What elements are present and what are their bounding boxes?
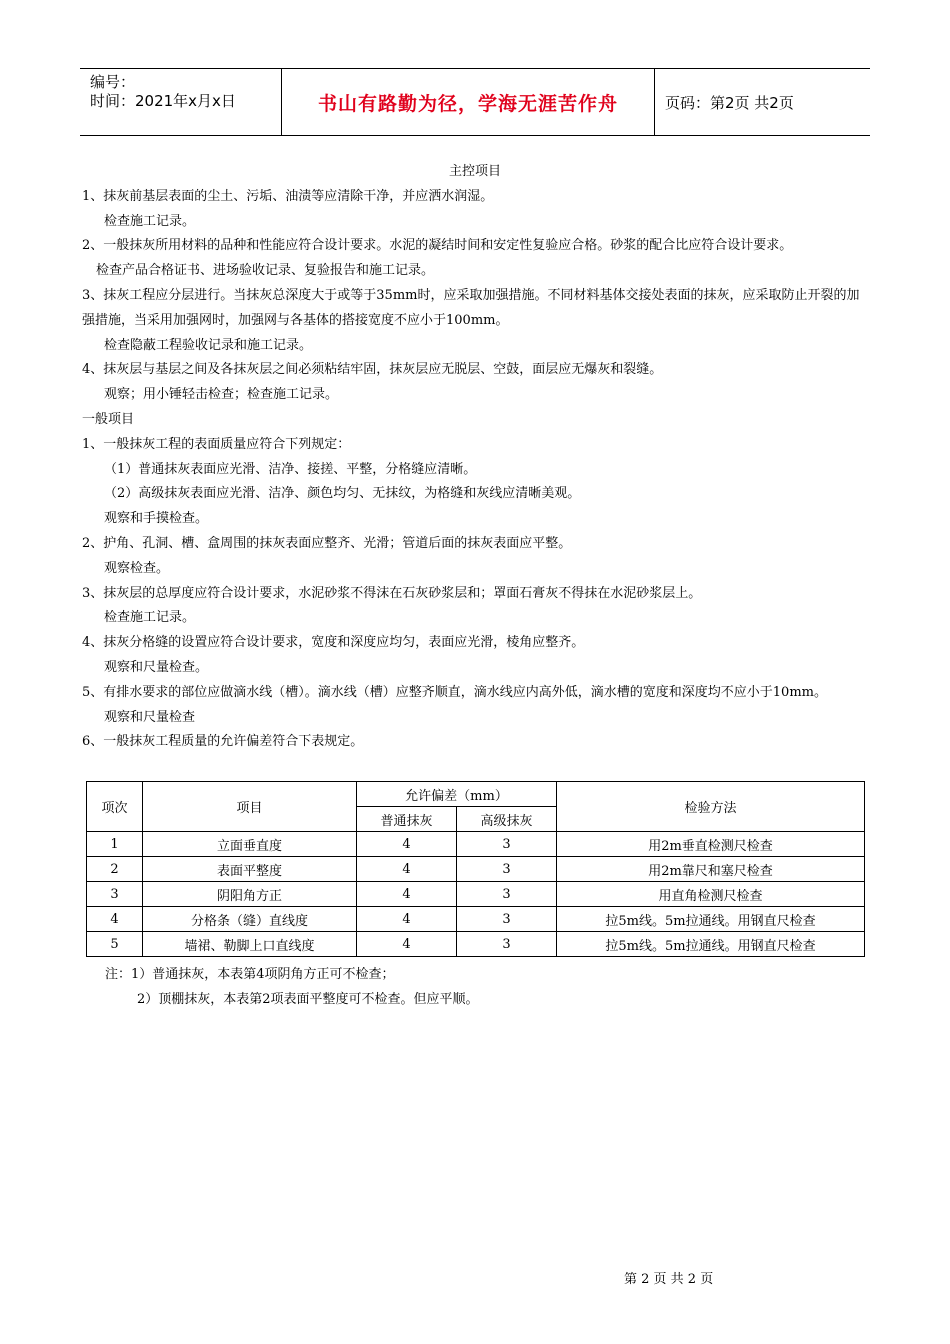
- main-item: 1、抹灰前基层表面的尘土、污垢、油渍等应清除干净，并应洒水润湿。: [82, 188, 494, 204]
- cell-no: 1: [87, 832, 143, 857]
- header-cell-tolerance: 允许偏差（mm）: [357, 782, 557, 807]
- general-item: 5、有排水要求的部位应做滴水线（槽）。滴水线（槽）应整齐顺直，滴水线应内高外低，滴水槽的宽度和深度均不应小于10mm。: [82, 684, 827, 700]
- motto-text: 书山有路勤为径，学海无涯苦作舟: [317, 92, 618, 115]
- general-item-check: 检查施工记录。: [104, 610, 196, 626]
- cell-normal: 4: [357, 832, 457, 857]
- page-label: 页码：第2页 共2页: [665, 93, 794, 112]
- header-cell-item: 项目: [143, 782, 357, 832]
- cell-method: 拉5m线。5m拉通线。用钢直尺检查: [557, 907, 865, 932]
- general-item-check: 观察和尺量检查。: [104, 659, 209, 675]
- cell-high: 3: [457, 832, 557, 857]
- header-cell-high: 高级抹灰: [457, 807, 557, 832]
- time-label: 时间：2021年x月x日: [90, 92, 236, 110]
- cell-high: 3: [457, 932, 557, 957]
- motto-banner: [281, 69, 655, 135]
- table-row: [87, 857, 865, 882]
- cell-no: 4: [87, 907, 143, 932]
- cell-item: 阴阳角方正: [143, 882, 357, 907]
- cell-no: 5: [87, 932, 143, 957]
- cell-method: 拉5m线。5m拉通线。用钢直尺检查: [557, 932, 865, 957]
- cell-item: 墙裙、勒脚上口直线度: [143, 932, 357, 957]
- cell-high: 3: [457, 882, 557, 907]
- table-row: [87, 907, 865, 932]
- cell-method: 用2m靠尺和塞尺检查: [557, 857, 865, 882]
- section-title-main: 主控项目: [448, 164, 501, 179]
- cell-method: 用2m垂直检测尺检查: [557, 832, 865, 857]
- general-subitem: （2）高级抹灰表面应光滑、洁净、颜色均匀、无抹纹，为格缝和灰线应清晰美观。: [104, 486, 581, 502]
- cell-normal: 4: [357, 882, 457, 907]
- table-row: [87, 882, 865, 907]
- cell-no: 2: [87, 857, 143, 882]
- cell-normal: 4: [357, 932, 457, 957]
- cell-high: 3: [457, 907, 557, 932]
- section-title-general: 一般项目: [82, 411, 135, 427]
- general-subitem: （1）普通抹灰表面应光滑、洁净、接搓、平整，分格缝应清晰。: [104, 461, 477, 477]
- general-item-check: 观察检查。: [104, 560, 170, 576]
- cell-high: 3: [457, 857, 557, 882]
- cell-method: 用直角检测尺检查: [557, 882, 865, 907]
- cell-item: 立面垂直度: [143, 832, 357, 857]
- header-cell-normal: 普通抹灰: [357, 807, 457, 832]
- table-row: [87, 832, 865, 857]
- page-header: [80, 68, 870, 136]
- main-item-check: 观察；用小锤轻击检查；检查施工记录。: [104, 387, 339, 403]
- main-item: 2、一般抹灰所用材料的品种和性能应符合设计要求。水泥的凝结时间和安定性复验应合格。砂浆的配合比应符合设计要求。: [82, 238, 793, 254]
- general-item: 6、一般抹灰工程质量的允许偏差符合下表规定。: [82, 734, 364, 750]
- general-item: 4、抹灰分格缝的设置应符合设计要求，宽度和深度应均匀，表面应光滑，棱角应整齐。: [82, 635, 585, 651]
- code-label: 编号：: [90, 73, 136, 91]
- general-item-check: 观察和尺量检查: [104, 709, 196, 725]
- tolerance-table: [86, 781, 865, 957]
- main-item: 3、抹灰工程应分层进行。当抹灰总深度大于或等于35mm时，应采取加强措施。不同材料基体交接处表面的抹灰，应采取防止开裂的加强措施，当采用加强网时，加强网与各基体的搭接宽度不应小于100mm。: [82, 287, 860, 328]
- table-row: [87, 932, 865, 957]
- document-body: [82, 160, 868, 755]
- header-cell-method: 检验方法: [557, 782, 865, 832]
- general-item-check: 观察和手摸检查。: [104, 511, 209, 527]
- main-item-check: 检查产品合格证书、进场验收记录、复验报告和施工记录。: [96, 263, 435, 279]
- cell-normal: 4: [357, 857, 457, 882]
- page-indicator: [655, 69, 870, 135]
- cell-item: 表面平整度: [143, 857, 357, 882]
- main-item-check: 检查隐蔽工程验收记录和施工记录。: [104, 337, 313, 353]
- header-meta: [80, 69, 281, 135]
- note-line: 注：1）普通抹灰，本表第4项阴角方正可不检查；: [105, 967, 395, 982]
- table-header-row: [87, 782, 865, 807]
- main-item-check: 检查施工记录。: [104, 213, 196, 229]
- page-footer: 第 2 页 共 2 页: [624, 1272, 714, 1287]
- general-item: 3、抹灰层的总厚度应符合设计要求，水泥砂浆不得沫在石灰砂浆层和；罩面石膏灰不得抹在水泥砂浆层上。: [82, 585, 702, 601]
- main-item: 4、抹灰层与基层之间及各抹灰层之间必须粘结牢固，抹灰层应无脱层、空鼓，面层应无爆灰和裂缝。: [82, 362, 663, 378]
- cell-no: 3: [87, 882, 143, 907]
- note-line: 2）顶棚抹灰，本表第2项表面平整度可不检查。但应平顺。: [137, 992, 479, 1007]
- table-notes: [105, 962, 479, 1012]
- general-item: 2、护角、孔洞、槽、盒周围的抹灰表面应整齐、光滑；管道后面的抹灰表面应平整。: [82, 535, 572, 551]
- cell-normal: 4: [357, 907, 457, 932]
- cell-item: 分格条（缝）直线度: [143, 907, 357, 932]
- header-cell-no: 项次: [87, 782, 143, 832]
- general-item: 1、一般抹灰工程的表面质量应符合下列规定：: [82, 436, 351, 452]
